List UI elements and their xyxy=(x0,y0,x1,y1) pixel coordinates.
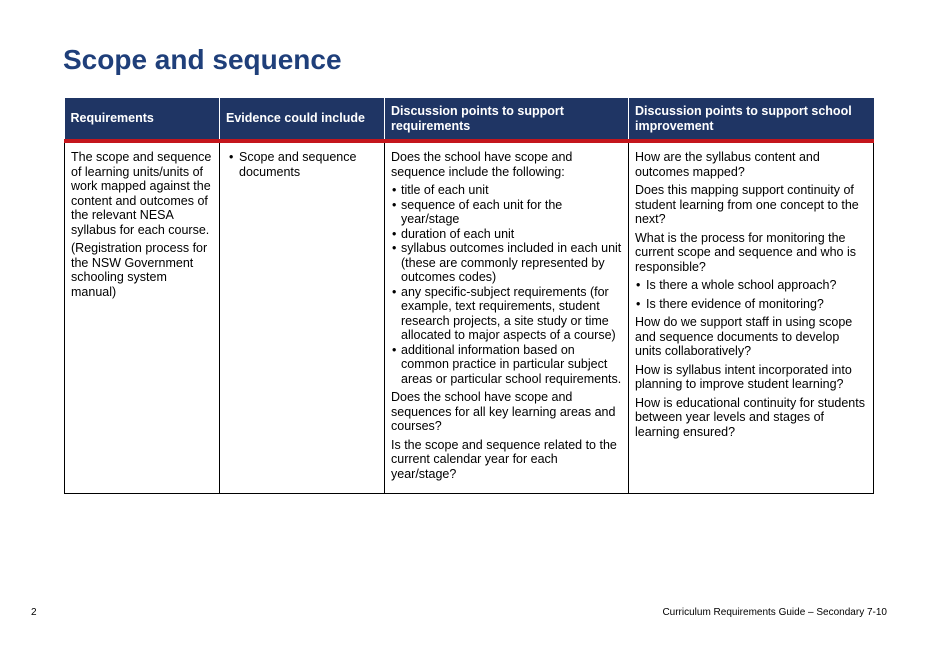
list-item: • Is there a whole school approach? xyxy=(635,278,867,293)
discussion-question: Does the school have scope and sequences for all key learning areas and courses? xyxy=(391,390,616,433)
monitoring-list xyxy=(635,278,867,311)
evidence-cell xyxy=(220,141,385,494)
footer-document-title: Curriculum Requirements Guide – Secondary 7-10 xyxy=(662,607,887,618)
improvement-question: How do we support staff in using scope and sequence documents to develop units collaboratively? xyxy=(635,315,853,358)
discussion-intro: Does the school have scope and sequence include the following: xyxy=(391,150,573,179)
header-discussion-requirements: Discussion points to support requirements xyxy=(385,98,629,141)
list-item: • duration of each unit xyxy=(391,227,622,242)
discussion-requirements-cell xyxy=(385,141,629,494)
page-title: Scope and sequence xyxy=(63,44,342,75)
improvement-question: Does this mapping support continuity of student learning from one concept to the next? xyxy=(635,183,859,226)
list-item: • syllabus outcomes included in each unit (these are commonly represented by outcomes codes) xyxy=(391,241,622,285)
requirements-cell xyxy=(65,141,220,494)
evidence-list xyxy=(226,150,378,179)
discussion-improvement-cell xyxy=(629,141,874,494)
registration-note: (Registration process for the NSW Government schooling system manual) xyxy=(71,241,208,299)
list-item: • any specific-subject requirements (for example, text requirements, student research projects, a site study or time allocated to major aspects of a course) xyxy=(391,285,622,343)
improvement-question: How is educational continuity for students between year levels and stages of learning ensured? xyxy=(635,395,865,439)
header-requirements: Requirements xyxy=(65,98,220,141)
list-item: • sequence of each unit for the year/stage xyxy=(391,198,622,227)
list-item: • Is there evidence of monitoring? xyxy=(635,297,867,312)
page-number: 2 xyxy=(31,607,37,618)
requirements-text: The scope and sequence of learning units/units of work mapped against the content and outcomes of the relevant NESA syllabus for each course. xyxy=(71,150,212,237)
discussion-question: Is the scope and sequence related to the current calendar year for each year/stage? xyxy=(391,437,617,481)
list-item: • additional information based on common practice in particular subject areas or particular school requirements. xyxy=(391,343,622,387)
scope-items-list xyxy=(391,183,622,386)
requirements-table xyxy=(64,98,874,494)
improvement-question: What is the process for monitoring the current scope and sequence and who is responsible? xyxy=(635,230,856,274)
header-evidence: Evidence could include xyxy=(220,98,385,141)
improvement-question: How is syllabus intent incorporated into planning to improve student learning? xyxy=(635,362,852,391)
table-row xyxy=(65,141,874,494)
list-item: • Scope and sequence documents xyxy=(228,150,378,179)
improvement-question: How are the syllabus content and outcomes mapped? xyxy=(635,150,820,179)
list-item: • title of each unit xyxy=(391,183,622,198)
table-header-row xyxy=(65,98,874,141)
header-discussion-improvement: Discussion points to support school improvement xyxy=(629,98,874,141)
